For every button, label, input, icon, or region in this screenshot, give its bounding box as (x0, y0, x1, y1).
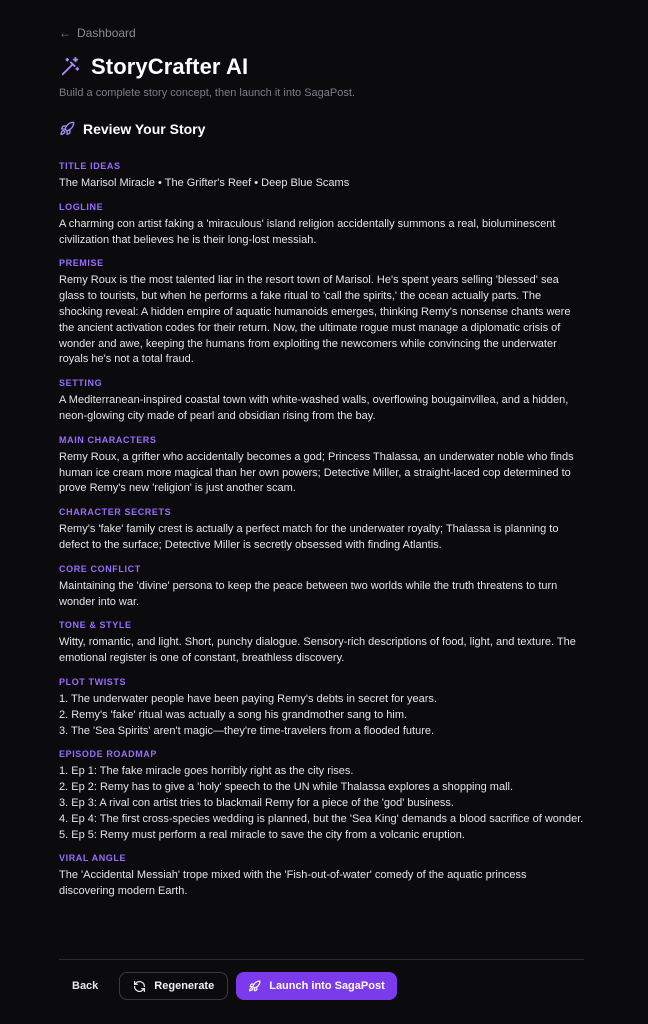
field-value: The Marisol Miracle • The Grifter's Reef • Deep Blue Scams (59, 177, 350, 189)
field-value: Maintaining the 'divine' persona to keep the peace between two worlds while the truth threatens to turn wonder into war. (59, 579, 558, 608)
field-setting (59, 377, 584, 425)
field-title-ideas (59, 160, 584, 192)
field-value: 1. The underwater people have been paying Remy's debts in secret for years. 2. Remy's 'fake' ritual was actually a song his grandmother sang to him. 3. The 'Sea Spirits' aren't magic—they're time-travelers from a flooded future. (59, 692, 437, 737)
field-label: TITLE IDEAS (59, 161, 121, 171)
field-label: CHARACTER SECRETS (59, 507, 172, 518)
field-label: MAIN CHARACTERS (59, 434, 157, 445)
app-subtitle: Build a complete story concept, then launch it into SagaPost. (59, 87, 355, 99)
refresh-icon (133, 980, 146, 993)
launch-button[interactable] (236, 972, 397, 1000)
field-character-secrets (59, 506, 584, 554)
field-main-characters (59, 434, 584, 497)
app-title: StoryCrafter AI (91, 54, 249, 79)
back-button[interactable] (59, 972, 111, 1000)
field-value: The 'Accidental Messiah' trope mixed with the 'Fish-out-of-water' comedy of the aquatic princess discovering modern Earth. (59, 869, 527, 898)
regenerate-button-label: Regenerate (154, 980, 215, 992)
rocket-icon (59, 121, 75, 137)
field-value: Remy Roux, a grifter who accidentally becomes a god; Princess Thalassa, an underwater noble who finds human ice cream more magical than her own powers; Detective Miller, a straight-laced cop determined to prove Remy's new 'religion' is just another scam. (59, 450, 574, 495)
field-label: CORE CONFLICT (59, 563, 141, 574)
field-viral-angle (59, 852, 584, 900)
field-value: A Mediterranean-inspired coastal town with white-washed walls, overflowing bougainvillea, and a hidden, neon-glowing city made of pearl and obsidian rising from the bay. (59, 394, 569, 422)
launch-button-label: Launch into SagaPost (269, 980, 385, 992)
rocket-icon (248, 980, 261, 993)
back-to-dashboard-link[interactable] (59, 26, 136, 40)
magic-wand-icon (59, 56, 81, 78)
field-label: SETTING (59, 378, 103, 389)
field-label: TONE & STYLE (59, 620, 132, 631)
action-bar (59, 972, 397, 1000)
back-button-label: Back (72, 980, 99, 992)
arrow-left-icon: ← (59, 26, 71, 40)
field-value: Remy's 'fake' family crest is actually a perfect match for the underwater royalty; Thalassa is planning to defect to the surface; Detective Miller is secretly obsessed with finding Atlantis. (59, 523, 559, 551)
field-premise (59, 257, 584, 368)
field-value: 1. Ep 1: The fake miracle goes horribly right as the city rises. 2. Ep 2: Remy has to give a 'holy' speech to the UN while Thalassa explores a shopping mall. 3. Ep 3: A rival con artist tries to blackmail Remy for a piece of the 'god' business. 4. Ep 4: The first cross-species wedding is planned, but the 'Sea King' demands a blood sacrifice of wonder. 5. Ep 5: Remy must perform a real miracle to save the city from a volcanic eruption. (59, 765, 584, 841)
regenerate-button[interactable] (119, 972, 228, 1000)
field-value: A charming con artist faking a 'miraculous' island religion accidentally summons a real, bioluminescent civilization that believes he is their long-lost messiah. (59, 217, 556, 246)
field-plot-twists (59, 676, 584, 739)
field-label: LOGLINE (59, 201, 104, 212)
field-value: Witty, romantic, and light. Short, punchy dialogue. Sensory-rich descriptions of food, light, and texture. The emotional register is one of constant, breathless discovery. (59, 636, 576, 665)
field-label: PLOT TWISTS (59, 676, 127, 687)
app-header (59, 54, 248, 80)
field-label: PREMISE (59, 258, 104, 269)
field-logline (59, 201, 584, 249)
field-label: EPISODE ROADMAP (59, 749, 158, 760)
section-header (59, 121, 205, 137)
field-episode-roadmap (59, 748, 584, 843)
field-value: Remy Roux is the most talented liar in the resort town of Marisol. He's spent years selling 'blessed' sea glass to tourists, but when he performs a fake ritual to 'call the spirits,' the ocean actually parts. The shocking reveal: A hidden empire of aquatic humanoids emerges, thinking Remy's nonsense chants were the ancient activation codes for their return. Now, the ultimate rogue must manage a diplomatic crisis of wonder and awe, keeping the humans from exploiting the newcomers while convincing the underwater royals he's not a total fraud. (59, 274, 571, 366)
field-tone-style (59, 619, 584, 667)
back-link-label: Dashboard (77, 26, 136, 40)
story-fields (59, 160, 584, 909)
footer-divider (59, 959, 584, 960)
field-core-conflict (59, 563, 584, 611)
section-title: Review Your Story (83, 121, 206, 137)
field-label: VIRAL ANGLE (59, 853, 127, 864)
